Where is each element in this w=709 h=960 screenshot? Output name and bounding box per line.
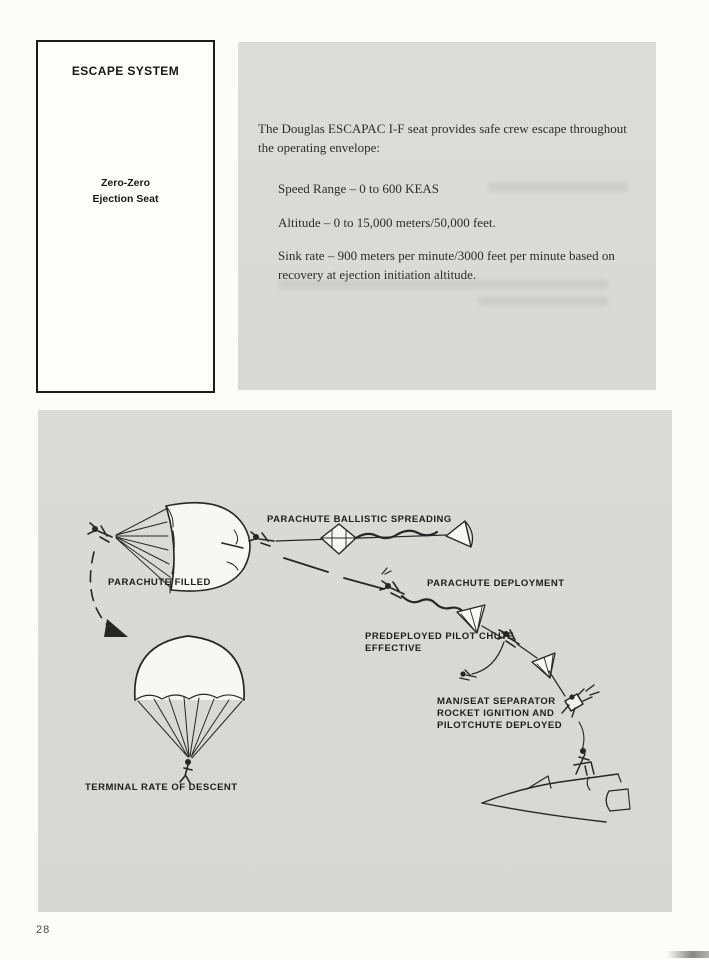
sequence-line-art: [38, 410, 672, 912]
intro-paragraph: The Douglas ESCAPAC I-F seat provides safe crew escape throughout the operating envelope:: [258, 121, 627, 155]
scan-bleed-artifact: [278, 280, 608, 289]
scan-bleed-artifact: [478, 297, 608, 306]
subtitle-line-1: Zero-Zero: [100, 177, 150, 189]
label-predeployed-pilot-chute: PREDEPLOYED PILOT CHUTE EFFECTIVE: [365, 631, 515, 654]
descent-arrow-curve: [90, 552, 110, 628]
subtitle-line-2: Ejection Seat: [92, 193, 159, 206]
description-panel: [238, 42, 656, 390]
section-subtitle: [38, 175, 213, 208]
page-number: 28: [36, 924, 51, 936]
scan-edge-artifact: [667, 951, 709, 958]
descent-arrowhead: [104, 619, 128, 637]
ejection-initiation-figure: [574, 748, 594, 790]
label-parachute-deployment: PARACHUTE DEPLOYMENT: [427, 578, 565, 589]
terminal-descent-figure: [135, 636, 244, 783]
title-box: [36, 40, 215, 393]
label-parachute-filled: PARACHUTE FILLED: [108, 577, 211, 588]
man-seat-separator-figure: [562, 685, 599, 750]
section-title: ESCAPE SYSTEM: [71, 64, 180, 78]
ejection-sequence-diagram: [38, 410, 672, 912]
label-man-seat-separator: MAN/SEAT SEPARATOR ROCKET IGNITION AND PILOTCHUTE DEPLOYED: [437, 696, 563, 731]
spec-altitude: Altitude – 0 to 15,000 meters/50,000 feet.: [278, 214, 496, 230]
aircraft-outline: [482, 774, 630, 822]
spec-sink-rate: Sink rate – 900 meters per minute/3000 feet per minute based on recovery at ejection initiation altitude.: [278, 248, 615, 283]
spec-speed-range: Speed Range – 0 to 600 KEAS: [278, 180, 440, 196]
label-parachute-ballistic-spreading: PARACHUTE BALLISTIC SPREADING: [267, 514, 452, 525]
label-terminal-rate-of-descent: TERMINAL RATE OF DESCENT: [85, 782, 238, 793]
scan-bleed-artifact: [488, 182, 628, 192]
